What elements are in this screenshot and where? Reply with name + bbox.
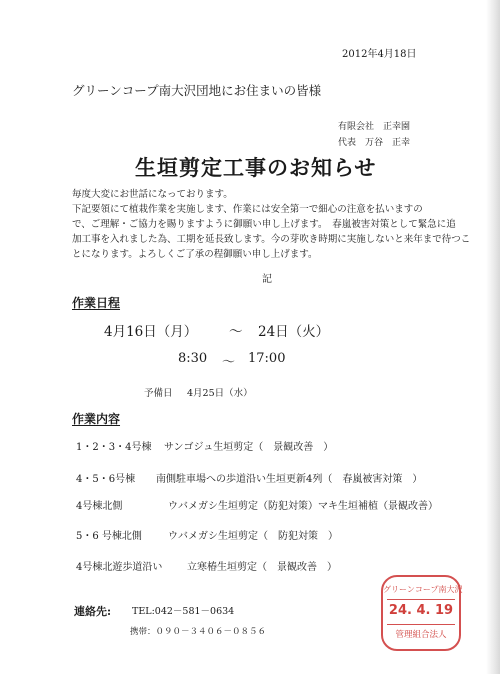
body-line: 加工事を入れました為、工期を延長致します。今の芽吹き時期に実施しないと来年まで待つこ [72, 234, 471, 245]
body-line: で、ご理解・ご協力を賜りますように御願い申し上げます。 春嵐被害対策として緊急に追 [72, 219, 456, 230]
association-stamp [381, 575, 461, 651]
schedule-end-time: 17:00 [248, 351, 286, 366]
work-location: 5・6 号棟北側 [76, 531, 142, 542]
body-line: とになります。よろしくご了承の程御願い申し上げます。 [72, 249, 318, 260]
work-location: 4号棟北遊歩道沿い [76, 562, 163, 573]
spare-day-label: 予備日 [144, 388, 173, 399]
stamp-divider [387, 599, 455, 600]
work-task: サンゴジュ生垣剪定（ 景観改善 ） [164, 442, 334, 453]
stamp-association-name: グリーンコープ南大沢 [383, 585, 463, 594]
work-heading: 作業内容 [72, 412, 121, 426]
ki-mark: 記 [262, 274, 272, 285]
work-task: 南側駐車場への歩道沿い生垣更新4列（ 春嵐被害対策 ） [156, 474, 423, 485]
work-item [76, 470, 423, 485]
work-task: ウバメガシ生垣剪定（防犯対策）マキ生垣補植（景観改善） [168, 501, 438, 512]
body-line: 毎度大変にお世話になっております。 [72, 189, 233, 200]
sender-company: 有限会社 正幸園 [338, 122, 411, 132]
work-item [76, 558, 337, 573]
contact-mobile: 携帯：０９０－３４０６－０８５６ [130, 627, 267, 637]
work-item [76, 527, 338, 542]
stamp-date: 24. 4. 19 [388, 603, 454, 618]
schedule-time-tilde: ～ [222, 355, 236, 370]
document-date: 2012年4月18日 [342, 49, 417, 60]
work-item [76, 438, 334, 453]
work-item [76, 497, 438, 512]
stamp-divider [387, 624, 455, 625]
schedule-start-time: 8:30 [178, 351, 208, 366]
contact-label: 連絡先: [74, 605, 112, 618]
spare-day-date: 4月25日（水） [187, 388, 253, 399]
scan-shadow-edge [486, 0, 500, 674]
schedule-start-date: 4月16日（月） [104, 324, 198, 340]
work-location: 4号棟北側 [76, 501, 123, 512]
schedule-end-date: 24日（火） [258, 324, 330, 340]
notice-title: 生垣剪定工事のお知らせ [135, 155, 377, 180]
schedule-date-tilde: ～ [229, 324, 243, 340]
sender-representative: 代表 万谷 正幸 [338, 138, 411, 148]
recipient-line: グリーンコープ南大沢団地にお住まいの皆様 [72, 83, 322, 98]
body-line: 下記要領にて植栽作業を実施します、作業には安全第一で細心の注意を払いますの [72, 204, 423, 215]
contact-tel: TEL:042－581－0634 [132, 606, 235, 617]
work-location: 1・2・3・4号棟 [76, 442, 152, 453]
work-task: 立寒椿生垣剪定（ 景観改善 ） [187, 562, 337, 573]
work-location: 4・5・6号棟 [76, 474, 136, 485]
schedule-heading: 作業日程 [72, 296, 121, 310]
work-task: ウバメガシ生垣剪定（ 防犯対策 ） [168, 531, 338, 542]
stamp-org-type: 管理組合法人 [395, 630, 447, 640]
